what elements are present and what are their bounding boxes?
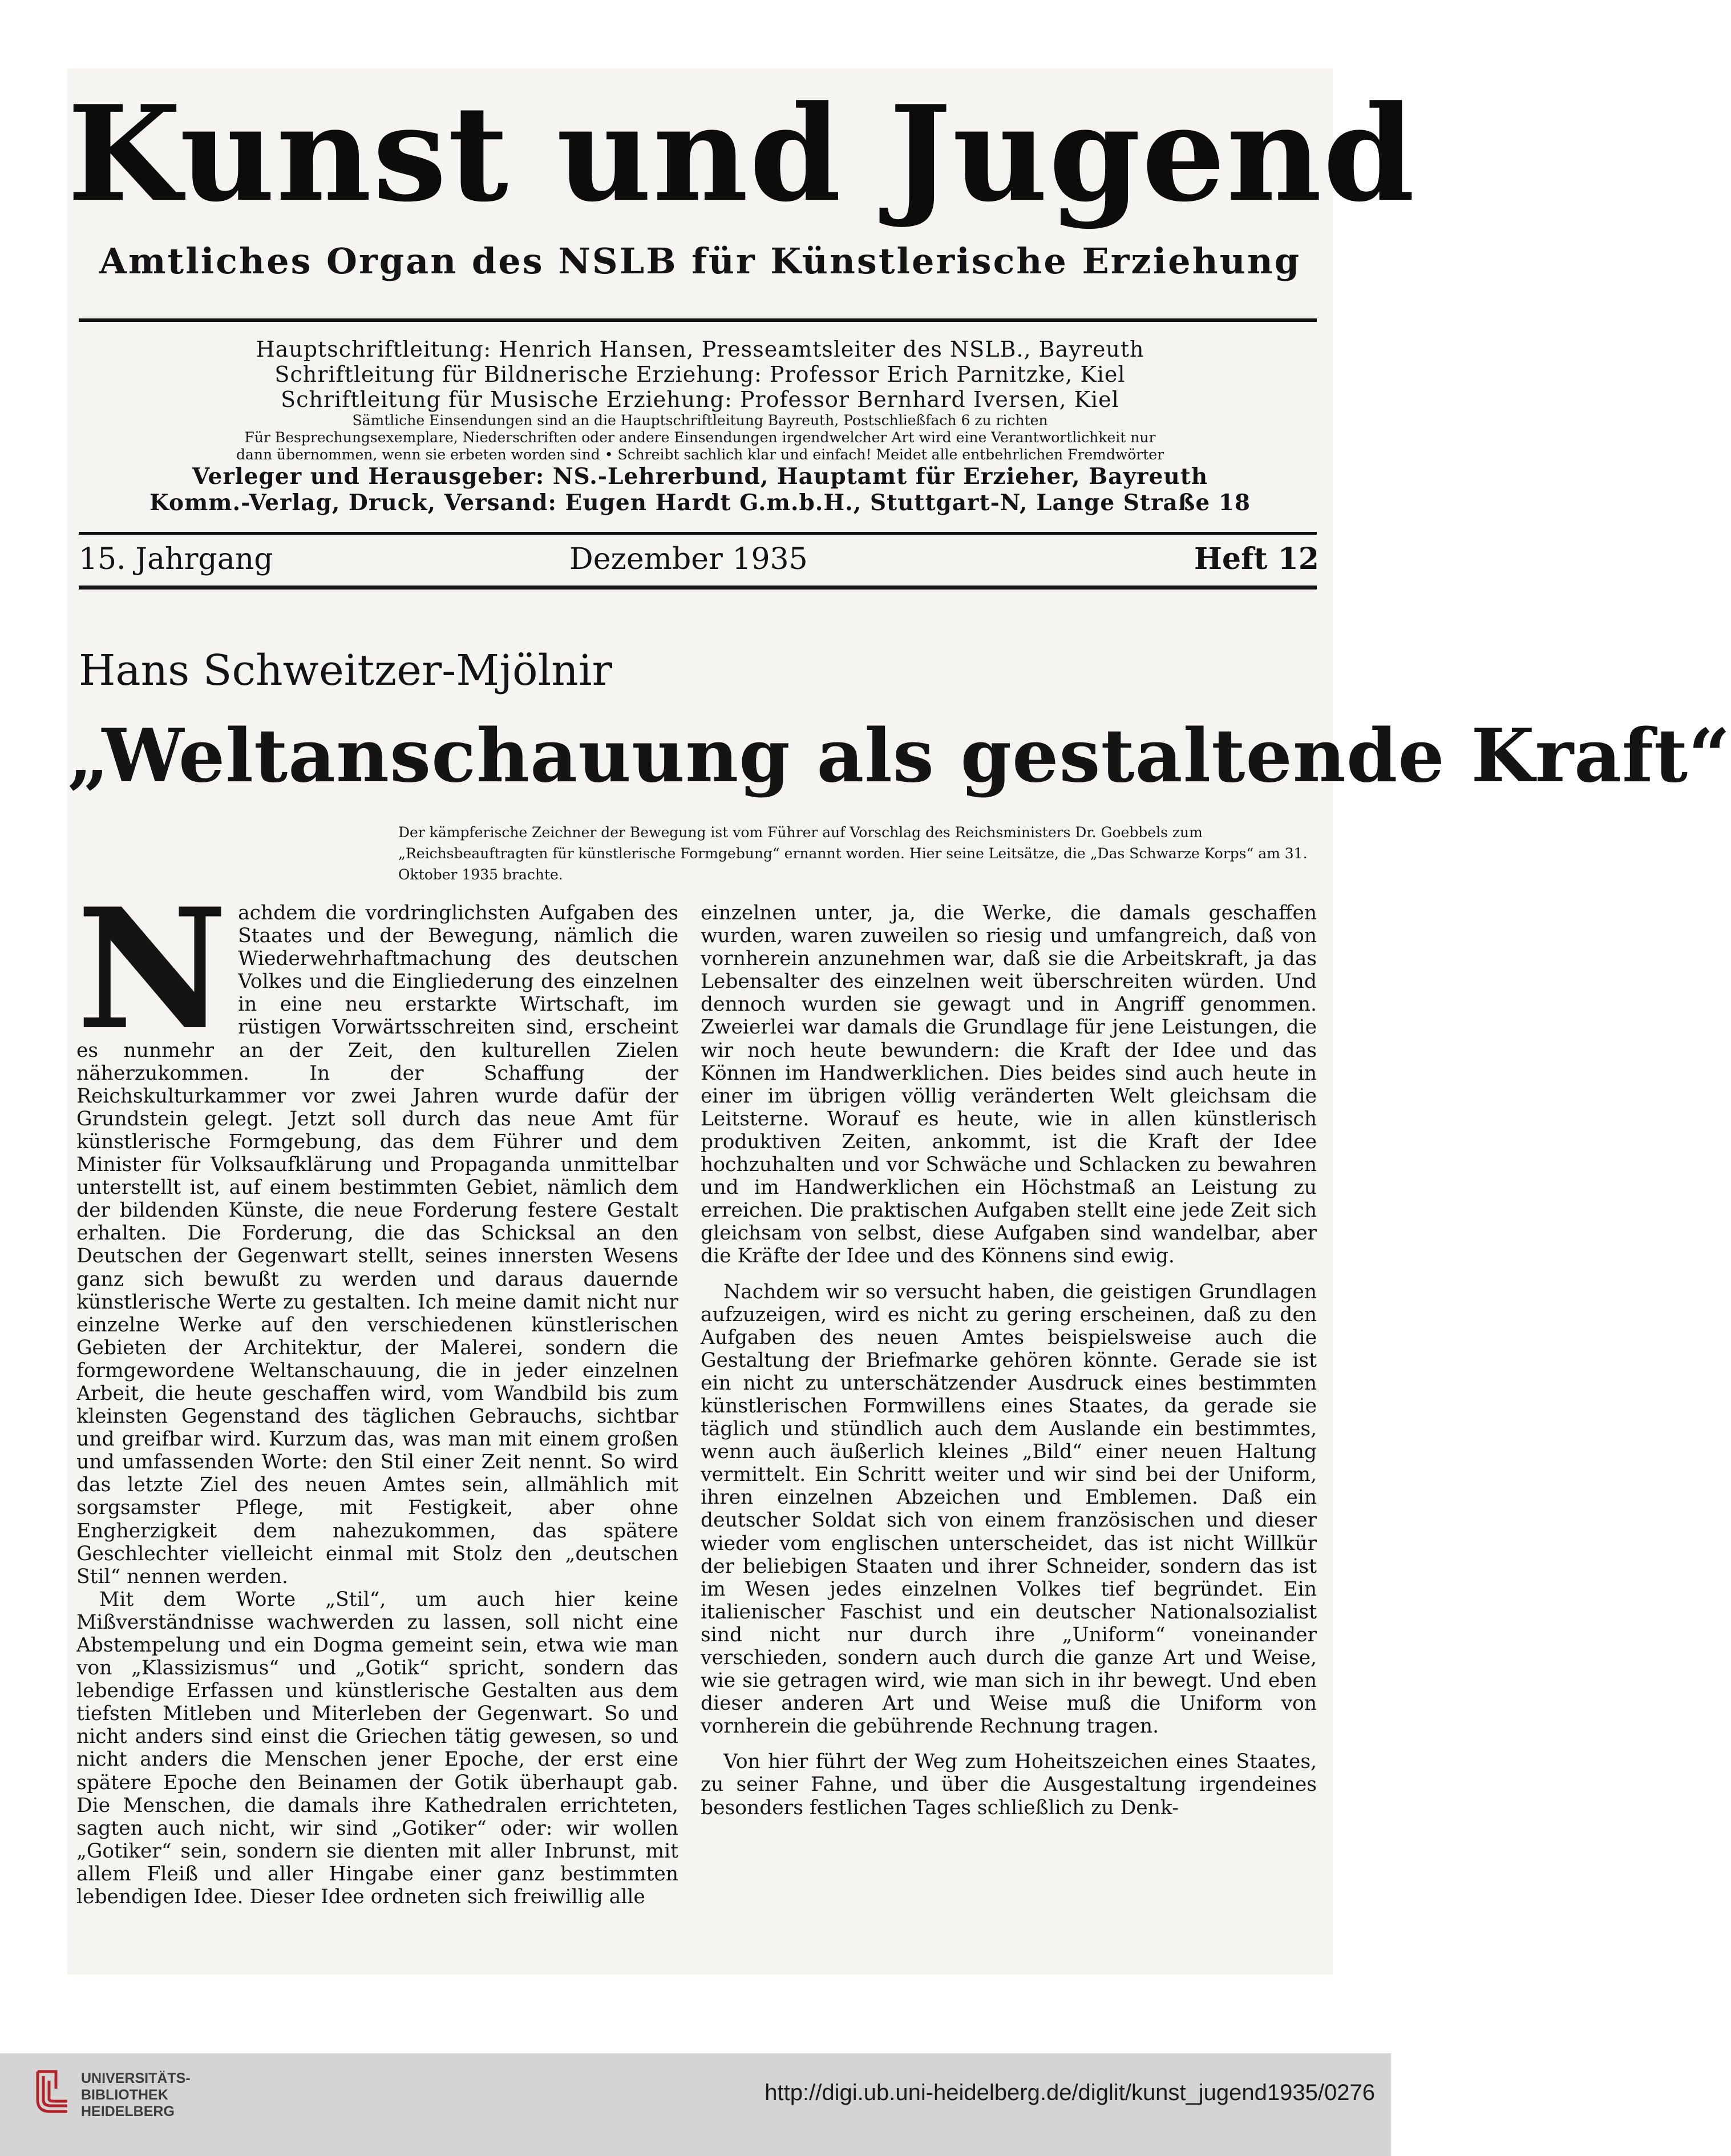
scanned-page (67, 68, 1731, 1975)
article-title: „Weltanschauung als gestaltende Kraft“ (67, 713, 1731, 799)
library-name: UNIVERSITÄTS- BIBLIOTHEK HEIDELBERG (81, 2070, 191, 2119)
publisher-line: Komm.-Verlag, Druck, Versand: Eugen Hardt G.m.b.H., Stuttgart-N, Lange Straße 18 (149, 490, 1251, 516)
volume-label: 15. Jahrgang (79, 542, 273, 576)
text-column-left (76, 873, 678, 1909)
article-intro: Der kämpferische Zeichner der Bewegung ist vom Führer auf Vorschlag des Reichsministers Dr. Goebbels zum „Reichsbeauftragten für künstlerische Formgebung“ ernannt worden. Hier seine Leitsätze, die „Das Schwarze Korps“ am 31. Oktober 1935 brachte. (398, 824, 1308, 883)
submission-note: dann übernommen, wenn sie erbeten worden sind • Schreibt sachlich klar und einfach! Meidet alle entbehrlichen Fremdwörter (236, 446, 1164, 463)
paragraph: Nachdem wir so versucht haben, die geistigen Grundlagen aufzuzeigen, wird es nicht zu gering erscheinen, daß zu den Aufgaben des neuen Amtes beispielsweise auch die Gestaltung der Briefmarke gehören könnte. Gerade sie ist ein nicht zu unterschätzender Ausdruck eines bestimmten künstlerischen Formwillens eines Staates, da gerade sie täglich und stündlich auch dem Auslande ein bestimmtes, wenn auch äußerlich kleines „Bild“ einer neuen Haltung vermittelt. Ein Schritt weiter und wir sind bei der Uniform, ihren einzelnen Abzeichen und Emblemen. Daß ein deutscher Soldat sich von einem französischen und dieser wieder vom englischen unterscheidet, das ist nicht Willkür der beliebigen Staaten und ihrer Schneider, sondern das ist im Wesen jedes einzelnen Volkes tief begründet. Ein italienischer Faschist und ein deutscher Nationalsozialist sind nicht nur durch ihre „Uniform“ voneinander verschieden, sondern auch durch die ganze Art und Weise, wie sie getragen wird, wie man sich in ihr bewegt. Und eben dieser anderen Art und Weise muß die Uniform von vornherein die gebührende Rechnung tragen. (701, 1280, 1317, 1738)
library-logo-icon (33, 2066, 73, 2123)
editor-line: Schriftleitung für Musische Erziehung: Professor Bernhard Iversen, Kiel (281, 387, 1119, 412)
issue-number: Heft 12 (1194, 542, 1319, 576)
paragraph: Von hier führt der Weg zum Hoheitszeichen eines Staates, zu seiner Fahne, und über die Ausgestaltung irgendeines besonders festlichen Tages schließlich zu Denk- (701, 1750, 1317, 1819)
submission-note: Sämtliche Einsendungen sind an die Hauptschriftleitung Bayreuth, Postschließfach 6 zu richten (352, 412, 1048, 429)
divider-rule (79, 318, 1317, 322)
editorial-block (67, 337, 1333, 516)
masthead-subtitle: Amtliches Organ des NSLB für Künstlerische Erziehung (99, 240, 1301, 282)
paragraph: achdem die vordringlichsten Aufgaben des Staates und der Bewegung, nämlich die Wiederwehrhaftmachung des deutschen Volkes und die Eingliederung des einzelnen in eine neu erstarkte Wirtschaft, im rüstigen Vorwärtsschreiten sind, erscheint es nunmehr an der Zeit, den kulturellen Zielen näherzukommen. In der Schaffung der Reichskulturkammer vor zwei Jahren wurde dafür der Grundstein gelegt. Jetzt soll durch das neue Amt für künstlerische Formgebung, das dem Führer und dem Minister für Volksaufklärung und Propaganda unmittelbar unterstellt ist, auf einem bestimmten Gebiet, nämlich dem der bildenden Künste, die neue Forderung festere Gestalt erhalten. Die Forderung, die das Schicksal an den Deutschen der Gegenwart stellt, seines innersten Wesens ganz sich bewußt zu werden und daraus dauernde künstlerische Werte zu gestalten. Ich meine damit nicht nur einzelne Werke auf den verschiedenen künstlerischen Gebieten der Architektur, der Malerei, sondern die formgewordene Weltanschauung, die in jeder einzelnen Arbeit, die heute geschaffen wird, vom Wandbild bis zum kleinsten Gegenstand des täglichen Gebrauchs, sichtbar und greifbar wird. Kurzum das, was man mit einem großen und umfassenden Worte: den Stil einer Zeit nennt. So wird das letzte Ziel des neuen Amtes sein, allmählich mit sorgsamster Pflege, mit Festigkeit, aber ohne Engherzigkeit dem nahezukommen, das spätere Geschlechter vielleicht einmal mit Stolz den „deutschen Stil“ nennen werden. (76, 902, 678, 1588)
text-column-right (701, 902, 1317, 1819)
paragraph: Mit dem Worte „Stil“, um auch hier keine Mißverständnisse wachwerden zu lassen, soll nicht eine Abstempelung und ein Dogma gemeint sein, etwa wie man von „Klassizismus“ und „Gotik“ spricht, sondern das lebendige Erfassen und künstlerische Gestalten aus dem tiefsten Mitleben und Miterleben der Gegenwart. So und nicht anders sind einst die Griechen tätig gewesen, so und nicht anders die Menschen jener Epoche, der erst eine spätere Epoche den Beinamen der Gotik überhaupt gab. Die Menschen, die damals ihre Kathedralen errichteten, sagten auch nicht, wir sind „Gotiker“ oder: wir wollen „Gotiker“ sein, sondern sie dienten mit aller Inbrunst, mit allem Fleiß und aller Hingabe einer ganz bestimmten lebendigen Idee. Dieser Idee ordneten sich freiwillig alle (76, 1588, 678, 1909)
masthead-title: Kunst und Jugend (67, 77, 1416, 231)
submission-note: Für Besprechungsexemplare, Niederschriften oder andere Einsendungen irgendwelcher Art wird eine Verantwortlichkeit nur (244, 429, 1156, 446)
source-url-link[interactable]: http://digi.ub.uni-heidelberg.de/diglit/kunst_jugend1935/0276 (765, 2080, 1375, 2105)
paragraph: einzelnen unter, ja, die Werke, die damals geschaffen wurden, waren zuweilen so riesig und umfangreich, daß von vornherein anzunehmen war, daß sie die Arbeitskraft, ja das Lebensalter des einzelnen weit überschreiten würden. Und dennoch wurden sie gewagt und in Angriff genommen. Zweierlei war damals die Grundlage für jene Leistungen, die wir noch heute bewundern: die Kraft der Idee und das Können im Handwerklichen. Dies beides sind auch heute in einer im übrigen völlig veränderten Welt gleichsam die Leitsterne. Worauf es heute, wie in allen künstlerisch produktiven Zeiten, ankommt, ist die Kraft der Idee hochzuhalten und vor Schwäche und Schlacken zu bewahren und im Handwerklichen ein Höchstmaß an Leistung zu erreichen. Die praktischen Aufgaben stellt eine jede Zeit sich gleichsam von selbst, diese Aufgaben sind wandelbar, aber die Kräfte der Idee und des Könnens sind ewig. (701, 902, 1317, 1268)
divider-rule (79, 586, 1317, 590)
article-author: Hans Schweitzer-Mjölnir (79, 646, 612, 695)
editor-line: Schriftleitung für Bildnerische Erziehung: Professor Erich Parnitzke, Kiel (274, 362, 1126, 387)
publisher-line: Verleger und Herausgeber: NS.-Lehrerbund, Hauptamt für Erzieher, Bayreuth (192, 463, 1208, 490)
library-footer (0, 2053, 1391, 2156)
editor-line: Hauptschriftleitung: Henrich Hansen, Presseamtsleiter des NSLB., Bayreuth (256, 337, 1144, 362)
issue-date: Dezember 1935 (569, 542, 808, 576)
divider-rule (79, 532, 1317, 535)
drop-cap: N (76, 873, 228, 1067)
